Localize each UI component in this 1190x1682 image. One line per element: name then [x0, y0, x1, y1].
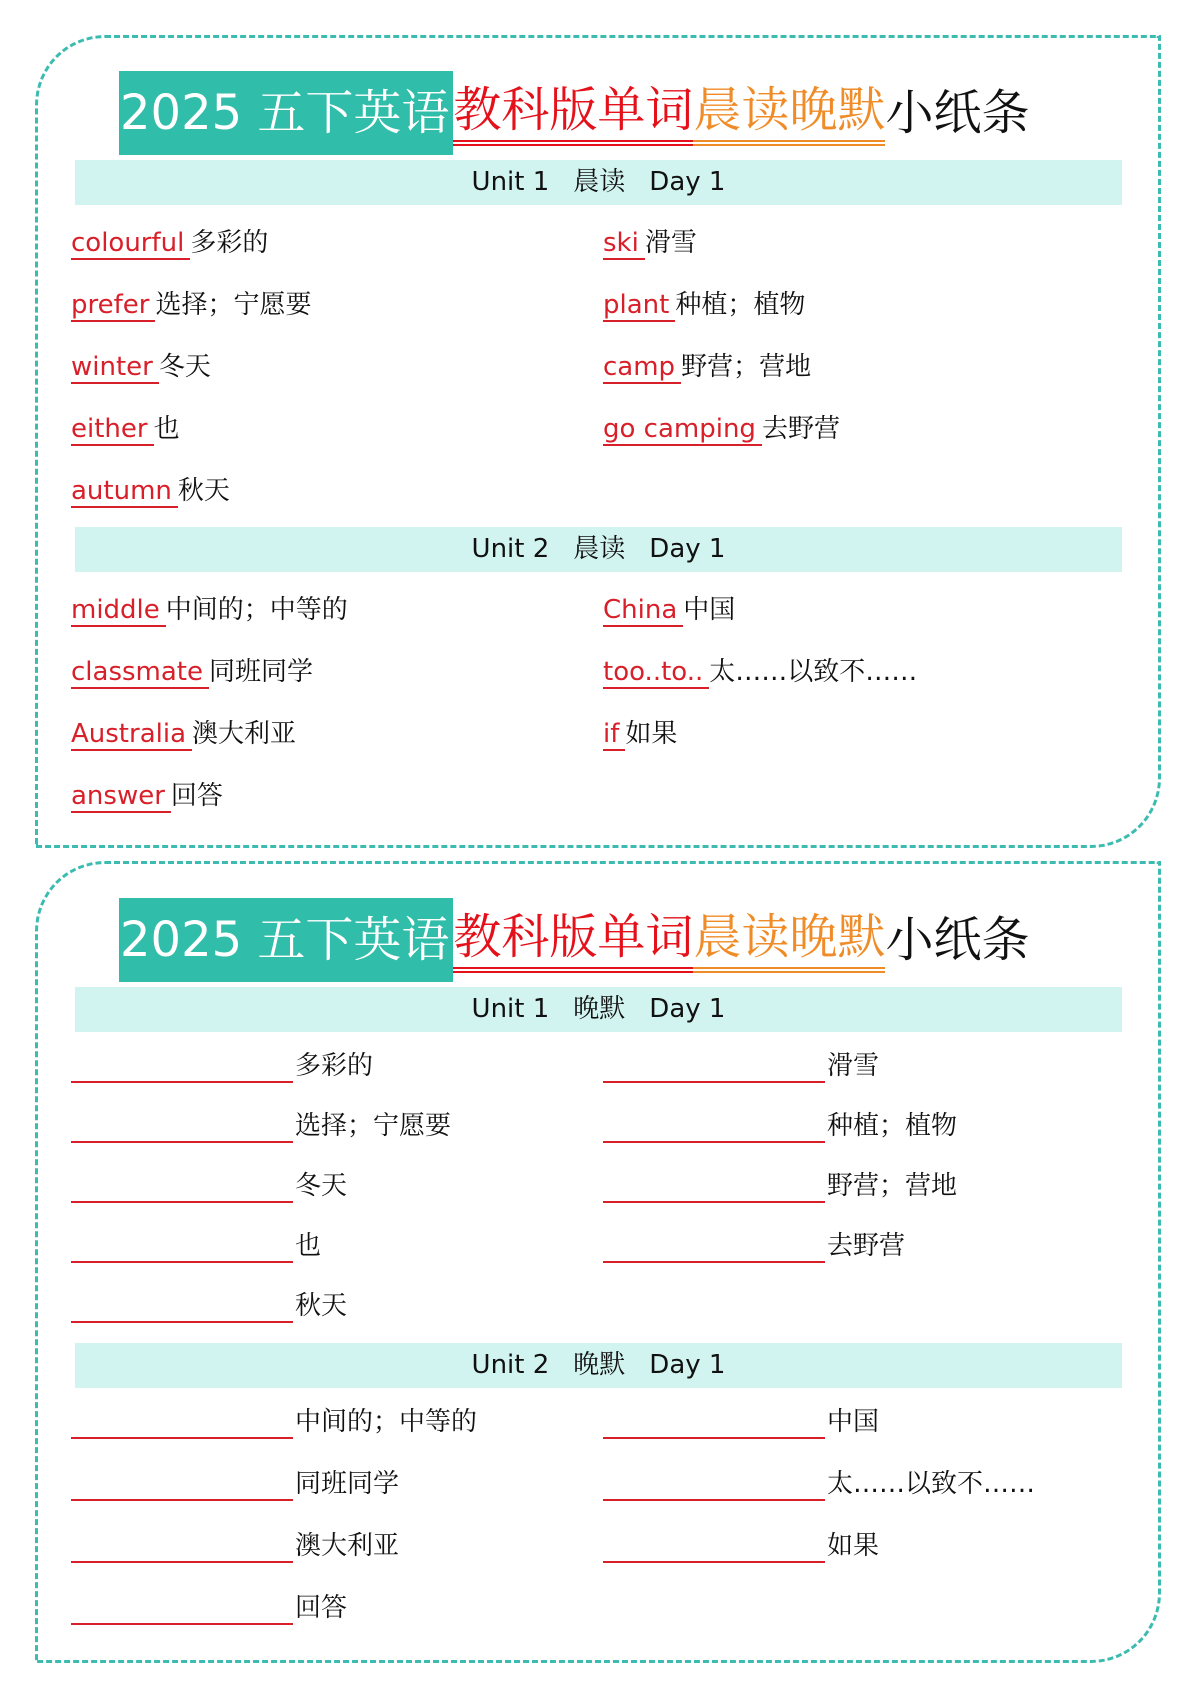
word-en: China: [603, 595, 683, 627]
title-year-grade: 2025 五下英语: [119, 71, 453, 155]
word-zh: 如果: [827, 1531, 880, 1561]
word-en: too..to..: [603, 657, 709, 689]
answer-blank[interactable]: [71, 1291, 293, 1323]
word-zh: 中国: [827, 1407, 880, 1437]
day-label: Day 1: [649, 1350, 726, 1380]
dictation-item: [71, 1467, 399, 1501]
word-en: either: [71, 414, 154, 446]
word-zh: 回答: [295, 1593, 348, 1623]
word-zh: 多彩的: [190, 228, 269, 258]
word-item: [71, 655, 313, 689]
word-item: [71, 226, 268, 260]
answer-blank[interactable]: [71, 1531, 293, 1563]
answer-blank[interactable]: [71, 1469, 293, 1501]
word-en: classmate: [71, 657, 209, 689]
word-zh: 中间的；中等的: [295, 1407, 478, 1437]
unit-label: Unit 1: [471, 994, 550, 1024]
dictation-item: [603, 1405, 879, 1439]
dictation-item: [603, 1467, 1035, 1501]
word-zh: 选择；宁愿要: [295, 1111, 452, 1141]
dictation-item: [603, 1049, 879, 1083]
word-zh: 多彩的: [295, 1051, 374, 1081]
word-en: camp: [603, 352, 681, 384]
dictation-item: [71, 1405, 477, 1439]
title-read-recite: 晨读晚默: [693, 907, 885, 973]
dictation-item: [71, 1049, 373, 1083]
session-label: 晨读: [573, 534, 626, 564]
answer-blank[interactable]: [71, 1593, 293, 1625]
unit-label: Unit 2: [471, 1350, 550, 1380]
word-en: answer: [71, 781, 171, 813]
word-en: middle: [71, 595, 166, 627]
dictation-item: [71, 1169, 347, 1203]
answer-blank[interactable]: [71, 1231, 293, 1263]
dictation-item: [71, 1229, 321, 1263]
title-read-recite: 晨读晚默: [693, 80, 885, 146]
answer-blank[interactable]: [603, 1111, 825, 1143]
unit1-morning-header: [75, 160, 1122, 205]
word-item: [71, 717, 296, 751]
answer-blank[interactable]: [71, 1407, 293, 1439]
word-zh: 也: [295, 1231, 322, 1261]
word-zh: 滑雪: [644, 228, 697, 258]
day-label: Day 1: [649, 534, 726, 564]
session-label: 晚默: [573, 994, 626, 1024]
word-en: Australia: [71, 719, 192, 751]
word-zh: 冬天: [295, 1171, 348, 1201]
dictation-item: [603, 1109, 957, 1143]
word-zh: 秋天: [295, 1291, 348, 1321]
word-zh: 回答: [170, 781, 223, 811]
dictation-item: [603, 1529, 879, 1563]
word-zh: 太……以致不……: [827, 1469, 1036, 1499]
dictation-item: [603, 1169, 957, 1203]
page-title: [119, 898, 1029, 982]
dictation-item: [71, 1591, 347, 1625]
word-item: [71, 350, 211, 384]
word-item: [603, 350, 811, 384]
word-zh: 中国: [683, 595, 736, 625]
answer-blank[interactable]: [71, 1051, 293, 1083]
session-label: 晚默: [573, 1350, 626, 1380]
word-en: colourful: [71, 228, 190, 260]
morning-card: [35, 35, 1161, 848]
word-zh: 野营；营地: [681, 352, 812, 382]
word-en: autumn: [71, 476, 178, 508]
answer-blank[interactable]: [603, 1531, 825, 1563]
word-item: [71, 474, 230, 508]
dictation-item: [603, 1229, 905, 1263]
day-label: Day 1: [649, 167, 726, 197]
word-item: [603, 226, 697, 260]
answer-blank[interactable]: [71, 1111, 293, 1143]
answer-blank[interactable]: [71, 1171, 293, 1203]
word-zh: 同班同学: [209, 657, 314, 687]
answer-blank[interactable]: [603, 1231, 825, 1263]
word-en: winter: [71, 352, 159, 384]
word-zh: 冬天: [158, 352, 211, 382]
word-zh: 澳大利亚: [192, 719, 297, 749]
word-item: [603, 288, 805, 322]
word-en: ski: [603, 228, 645, 260]
word-item: [71, 288, 311, 322]
answer-blank[interactable]: [603, 1407, 825, 1439]
word-item: [71, 593, 348, 627]
word-zh: 去野营: [761, 414, 840, 444]
unit2-morning-header: [75, 527, 1122, 572]
unit-label: Unit 1: [471, 167, 550, 197]
word-en: plant: [603, 290, 675, 322]
word-zh: 太……以致不……: [709, 657, 918, 687]
word-en: prefer: [71, 290, 155, 322]
dictation-item: [71, 1289, 347, 1323]
word-zh: 澳大利亚: [295, 1531, 400, 1561]
dictation-item: [71, 1529, 399, 1563]
word-zh: 种植；植物: [827, 1111, 958, 1141]
dictation-item: [71, 1109, 451, 1143]
title-note: 小纸条: [885, 85, 1030, 141]
word-zh: 同班同学: [295, 1469, 400, 1499]
word-zh: 秋天: [177, 476, 230, 506]
session-label: 晨读: [573, 167, 626, 197]
title-note: 小纸条: [885, 912, 1030, 968]
day-label: Day 1: [649, 994, 726, 1024]
word-item: [603, 412, 840, 446]
word-zh: 也: [153, 414, 180, 444]
title-edition: 教科版单词: [453, 80, 693, 146]
word-en: if: [603, 719, 625, 751]
word-zh: 滑雪: [827, 1051, 880, 1081]
word-item: [71, 412, 180, 446]
unit-label: Unit 2: [471, 534, 550, 564]
word-zh: 选择；宁愿要: [155, 290, 312, 320]
page-title: [119, 71, 1029, 155]
word-item: [603, 717, 677, 751]
word-en: go camping: [603, 414, 762, 446]
word-zh: 种植；植物: [675, 290, 806, 320]
word-item: [603, 655, 917, 689]
answer-blank[interactable]: [603, 1171, 825, 1203]
word-zh: 去野营: [827, 1231, 906, 1261]
word-item: [603, 593, 735, 627]
answer-blank[interactable]: [603, 1469, 825, 1501]
word-zh: 中间的；中等的: [165, 595, 348, 625]
title-year-grade: 2025 五下英语: [119, 898, 453, 982]
unit2-evening-header: [75, 1343, 1122, 1388]
title-edition: 教科版单词: [453, 907, 693, 973]
word-zh: 如果: [625, 719, 678, 749]
word-item: [71, 779, 223, 813]
unit1-evening-header: [75, 987, 1122, 1032]
evening-card: [35, 861, 1161, 1663]
answer-blank[interactable]: [603, 1051, 825, 1083]
word-zh: 野营；营地: [827, 1171, 958, 1201]
